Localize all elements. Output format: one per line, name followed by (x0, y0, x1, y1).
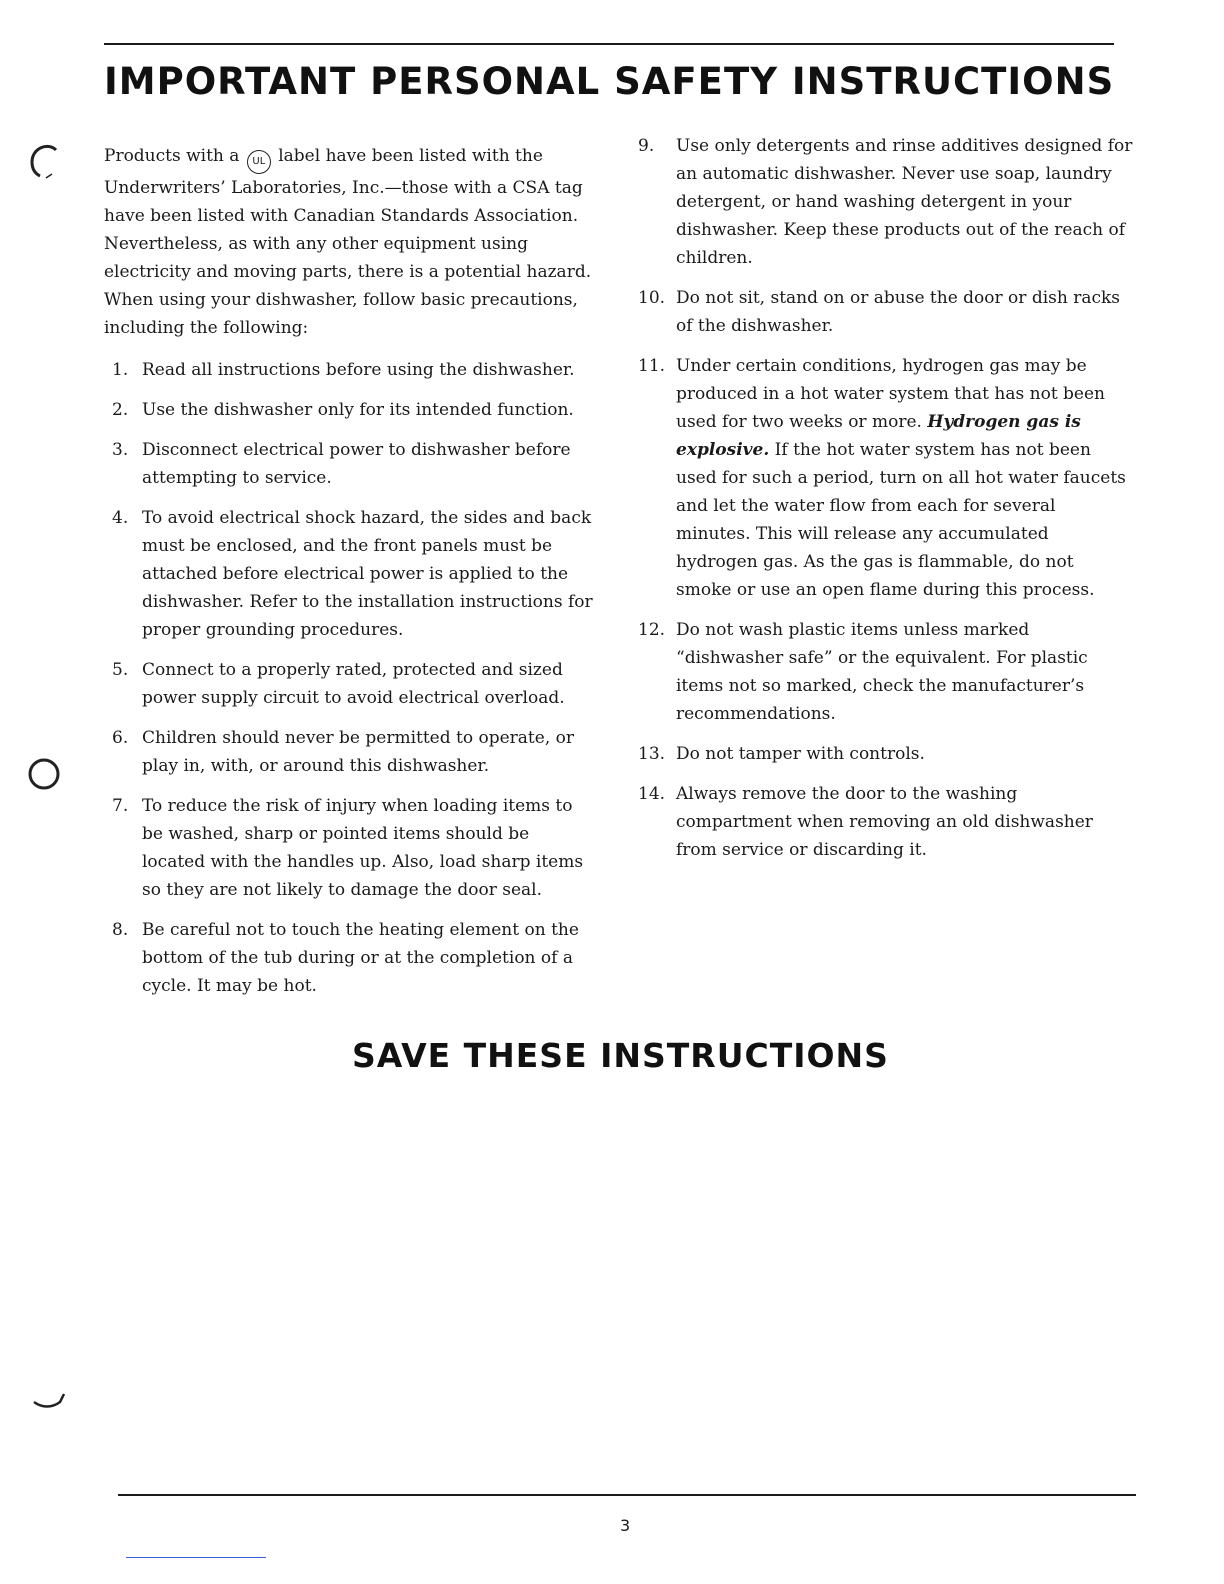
binder-hole-top (22, 140, 70, 188)
list-item: 8. Be careful not to touch the heating element on the bottom of the tub during or at the completion of a cycle. It may be hot. (112, 920, 579, 996)
list-item: 5. Connect to a properly rated, protected and sized power supply circuit to avoid electrical overload. (112, 660, 565, 708)
list-item: 2. Use the dishwasher only for its intended function. (112, 400, 574, 420)
ul-listed-mark-icon: UL (247, 150, 271, 174)
list-item: 9. Use only detergents and rinse additives designed for an automatic dishwasher. Never use soap, laundry detergent, or hand washing detergent in your dishwasher. Keep these products out of the reach of children. (638, 136, 1133, 268)
bottom-rule (118, 1494, 1136, 1496)
binder-hole-middle (22, 752, 70, 800)
page-title: IMPORTANT PERSONAL SAFETY INSTRUCTIONS (104, 60, 1115, 103)
list-item: 4. To avoid electrical shock hazard, the sides and back must be enclosed, and the front panels must be attached before electrical power is applied to the dishwasher. Refer to the installation instructions for proper grounding procedures. (112, 508, 593, 640)
intro-paragraph: Products with a UL label have been listed with the Underwriters’ Laboratories, Inc.—those with a CSA tag have been listed with Canadian Standards Association. Nevertheless, as with any other equipment using electricity and moving parts, there is a potential hazard. When using your dishwasher, follow basic precautions, including the following: (104, 146, 592, 338)
footer-link-underline (126, 1557, 266, 1558)
save-instructions-heading: SAVE THESE INSTRUCTIONS (352, 1036, 889, 1075)
list-item: 10. Do not sit, stand on or abuse the door or dish racks of the dishwasher. (638, 288, 1121, 336)
left-column (104, 142, 594, 1012)
list-item: 14. Always remove the door to the washing compartment when removing an old dishwasher from service or discarding it. (638, 784, 1093, 860)
list-item: 7. To reduce the risk of injury when loading items to be washed, sharp or pointed items should be located with the handles up. Also, load sharp items so they are not likely to damage the door seal. (112, 796, 584, 900)
list-item: 3. Disconnect electrical power to dishwasher before attempting to service. (112, 440, 571, 488)
instructions-list-left (104, 356, 594, 1000)
list-item: 11. Under certain conditions, hydrogen gas may be produced in a hot water system that has not been used for two weeks or more. Hydrogen gas is explosive. If the hot water system has not been used for such a period, turn on all hot water faucets and let the water flow from each for several minutes. This will release any accumulated hydrogen gas. As the gas is flammable, do not smoke or use an open flame during this process. (638, 356, 1126, 600)
list-item: 6. Children should never be permitted to operate, or play in, with, or around this dishwasher. (112, 728, 574, 776)
top-rule (104, 43, 1114, 45)
instructions-list-right (634, 132, 1134, 864)
list-item: 12. Do not wash plastic items unless marked “dishwasher safe” or the equivalent. For plastic items not so marked, check the manufacturer’s recommendations. (638, 620, 1088, 724)
list-item: 1. Read all instructions before using the dishwasher. (112, 360, 575, 380)
right-column (634, 132, 1134, 876)
hydrogen-warning-emphasis: Hydrogen gas is explosive. (676, 412, 1081, 460)
list-item: 13. Do not tamper with controls. (638, 744, 925, 764)
binder-hole-bottom (30, 1392, 70, 1416)
page-number: 3 (620, 1516, 631, 1535)
